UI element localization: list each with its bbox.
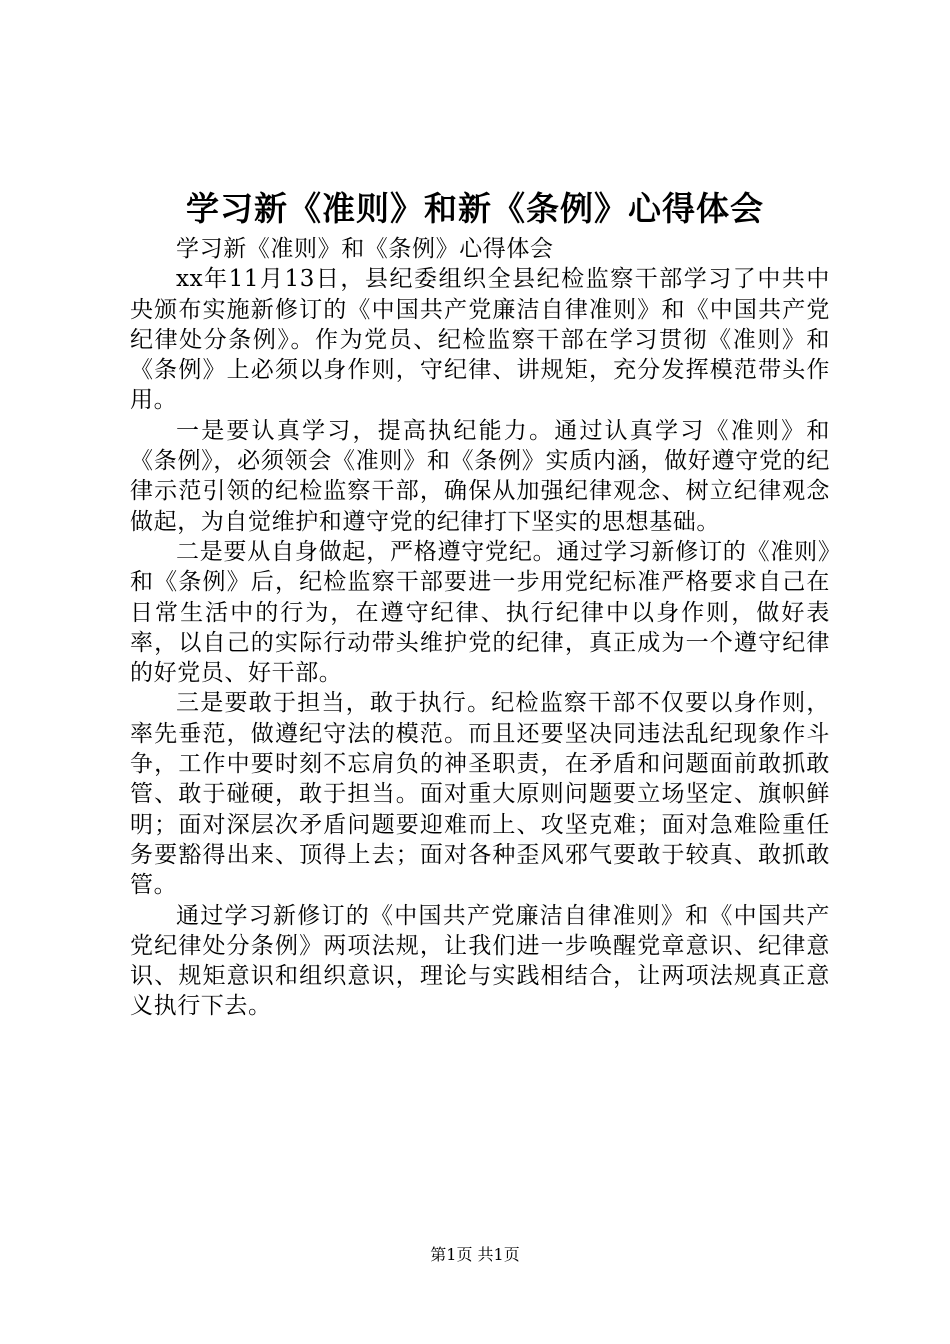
point-two-paragraph: 二是要从自身做起，严格遵守党纪。通过学习新修订的《准则》和《条例》后，纪检监察干部要进一步用党纪标准严格要求自己在日常生活中的行为，在遵守纪律、执行纪律中以身作则，做好表率，以自己的实际行动带头维护党的纪律，真正成为一个遵守纪律的好党员、好干部。 (130, 538, 830, 687)
page-title: 学习新《准则》和新《条例》心得体会 (186, 189, 764, 228)
subtitle-paragraph: 学习新《准则》和《条例》心得体会 (176, 236, 554, 262)
intro-paragraph: xx年11月13日，县纪委组织全县纪检监察干部学习了中共中央颁布实施新修订的《中国共产党廉洁自律准则》和《中国共产党纪律处分条例》。作为党员、纪检监察干部在学习贯彻《准则》和《条例》上必须以身作则，守纪律、讲规矩，充分发挥模范带头作用。 (130, 266, 830, 414)
point-one-paragraph: 一是要认真学习，提高执纪能力。通过认真学习《准则》和《条例》，必须领会《准则》和《条例》实质内涵，做好遵守党的纪律示范引领的纪检监察干部，确保从加强纪律观念、树立纪律观念做起，为自觉维护和遵守党的纪律打下坚实的思想基础。 (130, 417, 830, 535)
document-body (130, 234, 830, 1022)
page-number-footer: 第1页 共1页 (430, 1245, 520, 1264)
point-three-paragraph: 三是要敢于担当，敢于执行。纪检监察干部不仅要以身作则，率先垂范，做遵纪守法的模范。而且还要坚决同违法乱纪现象作斗争，工作中要时刻不忘肩负的神圣职责，在矛盾和问题面前敢抓敢管、敢于碰硬，敢于担当。面对重大原则问题要立场坚定、旗帜鲜明；面对深层次矛盾问题要迎难而上、攻坚克难；面对急难险重任务要豁得出来、顶得上去；面对各种歪风邪气要敢于较真、敢抓敢管。 (130, 690, 830, 899)
conclusion-paragraph: 通过学习新修订的《中国共产党廉洁自律准则》和《中国共产党纪律处分条例》两项法规，让我们进一步唤醒党章意识、纪律意识、规矩意识和组织意识，理论与实践相结合，让两项法规真正意义执行下去。 (130, 902, 830, 1020)
